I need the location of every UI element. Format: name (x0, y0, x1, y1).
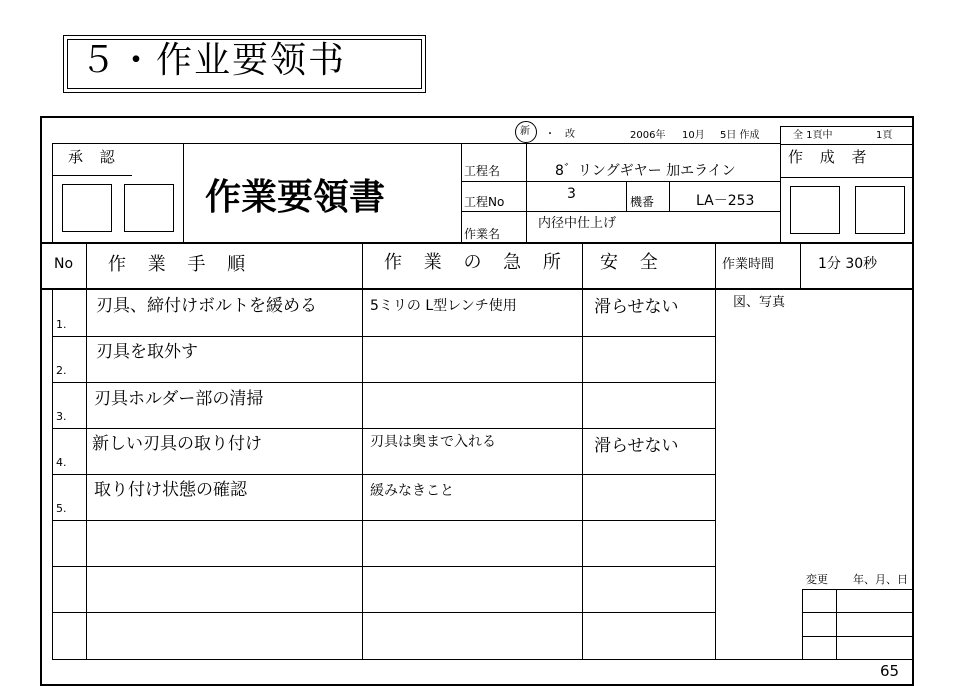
row-1-step: 刃具、締付けボルトを緩める (96, 296, 317, 316)
process-no-label: 工程No (464, 195, 505, 209)
document-title: 作業要領書 (205, 177, 386, 218)
figure-photo-label: 図、写真 (733, 295, 786, 310)
change-date-label: 年、月、日 (853, 573, 908, 586)
revise-mark: 改 (565, 129, 575, 140)
approval-stamp-box-1 (62, 184, 112, 232)
row-4-key-point: 刃具は奥まで入れる (370, 434, 496, 450)
slide-title: ５・作业要领书 (80, 40, 347, 81)
change-label: 変更 (806, 573, 828, 586)
process-name-label: 工程名 (464, 164, 501, 178)
new-revise-separator: ・ (545, 129, 555, 140)
machine-no-value: LA－253 (696, 193, 755, 209)
row-4-safety: 滑らせない (594, 436, 679, 456)
process-name-value: 8゛リングギヤー 加エライン (555, 163, 736, 179)
col-steps-header: 作 業 手 順 (108, 254, 254, 275)
col-safety-header: 安 全 (600, 252, 666, 273)
page-number-of: 1頁 (876, 130, 893, 141)
work-time-label: 作業時間 (722, 257, 775, 272)
page-number: 65 (880, 662, 900, 680)
col-key-points-header: 作 業 の 急 所 (384, 252, 569, 273)
approval-stamp-box-2 (124, 184, 174, 232)
row-5-step: 取り付け状態の確認 (94, 480, 247, 500)
created-day: 5日 作成 (720, 130, 760, 141)
created-year: 2006年 (630, 130, 666, 141)
col-no-header: No (54, 256, 74, 272)
new-mark: 新 (520, 126, 530, 137)
created-month: 10月 (682, 130, 705, 141)
work-name-label: 作業名 (464, 227, 501, 241)
row-5-key-point: 緩みなきこと (370, 483, 454, 499)
machine-no-label: 機番 (630, 195, 655, 209)
creator-stamp-box-1 (790, 186, 840, 234)
approval-label: 承 認 (68, 148, 121, 166)
process-no-value: 3 (567, 186, 576, 202)
row-1-key-point: 5ミリの L型レンチ使用 (370, 298, 517, 314)
change-record-table (802, 589, 913, 660)
row-1-safety: 滑らせない (594, 297, 679, 317)
work-name-value: 内径中仕上げ (538, 216, 617, 231)
total-pages: 全 1頁中 (793, 130, 833, 141)
row-4-step: 新しい刃具の取り付け (92, 434, 262, 454)
row-3-no: 3. (56, 410, 67, 423)
row-1-no: 1. (56, 318, 67, 331)
work-time-value: 1分 30秒 (818, 256, 878, 272)
creator-label: 作 成 者 (788, 148, 873, 166)
row-2-step: 刃具を取外す (96, 342, 198, 362)
row-3-step: 刃具ホルダー部の清掃 (94, 389, 264, 409)
row-4-no: 4. (56, 456, 67, 469)
row-2-no: 2. (56, 364, 67, 377)
row-5-no: 5. (56, 502, 67, 515)
creator-stamp-box-2 (855, 186, 905, 234)
